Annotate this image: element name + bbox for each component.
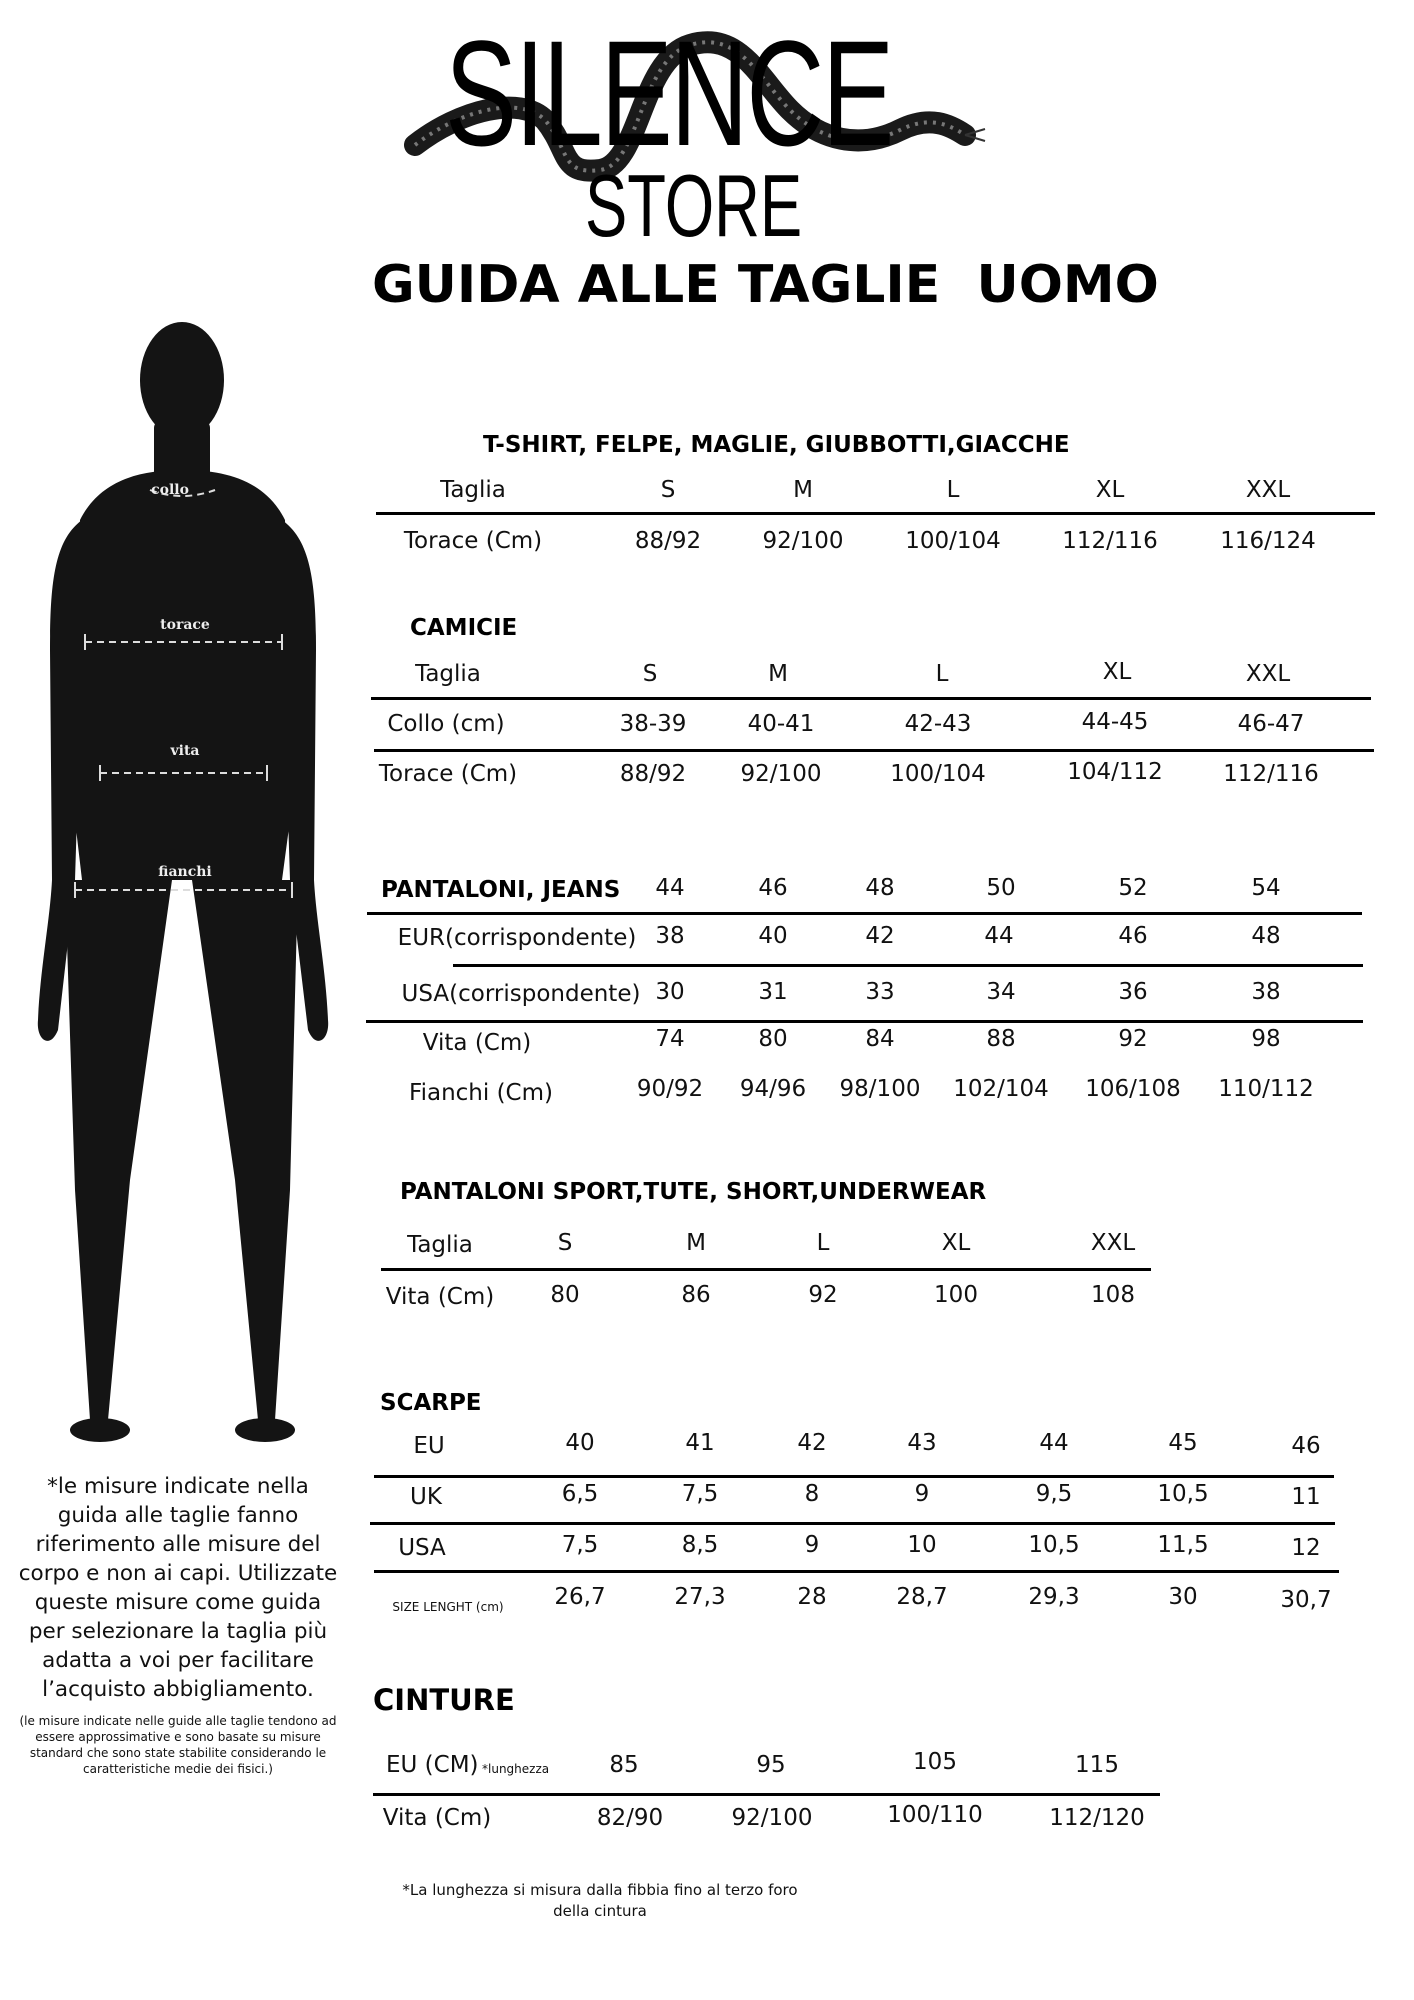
scarpe-row-label: UK bbox=[410, 1484, 442, 1510]
divider bbox=[371, 697, 1371, 700]
camicie-title: CAMICIE bbox=[410, 615, 518, 641]
divider bbox=[367, 912, 1362, 915]
sport-title: PANTALONI SPORT,TUTE, SHORT,UNDERWEAR bbox=[400, 1179, 987, 1205]
sport-cell: 80 bbox=[550, 1282, 580, 1308]
scarpe-cell: 42 bbox=[797, 1430, 827, 1456]
pantaloni-cell: 30 bbox=[655, 979, 685, 1005]
pantaloni-cell: 110/112 bbox=[1218, 1076, 1314, 1102]
tshirt-cell: 100/104 bbox=[905, 528, 1001, 554]
pantaloni-row-label: Fianchi (Cm) bbox=[409, 1080, 553, 1106]
pantaloni-header: 52 bbox=[1118, 875, 1148, 901]
scarpe-cell: 46 bbox=[1291, 1433, 1321, 1459]
scarpe-cell: 10 bbox=[907, 1532, 937, 1558]
cinture-cell: 112/120 bbox=[1049, 1805, 1145, 1831]
scarpe-cell: 11 bbox=[1291, 1484, 1321, 1510]
scarpe-cell: 10,5 bbox=[1028, 1532, 1080, 1558]
size-note-small: (le misure indicate nelle guide alle taglie tendono ad essere approssimative e sono basate su misure standard che sono state stabilite considerando le caratteristiche medie dei fisici.) bbox=[19, 1714, 337, 1776]
scarpe-cell: 9 bbox=[804, 1532, 820, 1558]
tshirt-header-l: L bbox=[946, 477, 960, 503]
page-title: GUIDA ALLE TAGLIE UOMO bbox=[372, 255, 1159, 315]
brand-line2: STORE bbox=[585, 156, 803, 255]
pantaloni-row-label: USA(corrispondente) bbox=[401, 981, 641, 1007]
scarpe-row-label: EU bbox=[413, 1433, 445, 1459]
tshirt-row-label: Torace (Cm) bbox=[403, 528, 543, 554]
camicie-cell: 42-43 bbox=[904, 711, 972, 737]
scarpe-cell: 8 bbox=[804, 1481, 820, 1507]
scarpe-cell: 44 bbox=[1039, 1430, 1069, 1456]
divider bbox=[381, 1268, 1151, 1271]
tshirt-header-m: M bbox=[793, 477, 813, 503]
divider bbox=[373, 1793, 1160, 1796]
scarpe-cell: 28 bbox=[797, 1584, 827, 1610]
pantaloni-cell: 38 bbox=[655, 923, 685, 949]
camicie-cell: 92/100 bbox=[740, 761, 822, 787]
pantaloni-cell: 102/104 bbox=[953, 1076, 1049, 1102]
scarpe-cell: 7,5 bbox=[561, 1532, 599, 1558]
camicie-cell: 46-47 bbox=[1237, 711, 1305, 737]
cinture-cell: 105 bbox=[913, 1749, 957, 1775]
pantaloni-cell: 38 bbox=[1251, 979, 1281, 1005]
camicie-header-m: M bbox=[768, 661, 788, 687]
cinture-cell: 95 bbox=[756, 1752, 786, 1778]
sport-row-label: Vita (Cm) bbox=[385, 1284, 495, 1310]
divider bbox=[366, 1020, 1363, 1023]
sport-header-m: M bbox=[686, 1230, 706, 1256]
scarpe-cell: 11,5 bbox=[1157, 1532, 1209, 1558]
pantaloni-cell: 84 bbox=[865, 1026, 895, 1052]
sport-cell: 92 bbox=[808, 1282, 838, 1308]
camicie-row-label: Collo (cm) bbox=[387, 711, 505, 737]
cinture-row-label: EU (CM) bbox=[386, 1752, 479, 1778]
sport-header-xl: XL bbox=[941, 1230, 971, 1256]
pantaloni-cell: 98 bbox=[1251, 1026, 1281, 1052]
brand-logo bbox=[0, 0, 1414, 260]
sport-header-xxl: XXL bbox=[1090, 1230, 1136, 1256]
camicie-cell: 100/104 bbox=[890, 761, 986, 787]
camicie-cell: 40-41 bbox=[747, 711, 815, 737]
pantaloni-header: 54 bbox=[1251, 875, 1281, 901]
cinture-row-label-note: *lunghezza bbox=[482, 1762, 550, 1776]
divider bbox=[453, 964, 1363, 967]
scarpe-cell: 43 bbox=[907, 1430, 937, 1456]
camicie-header-l: L bbox=[935, 661, 949, 687]
pantaloni-cell: 48 bbox=[1251, 923, 1281, 949]
brand-line1: SILENCE bbox=[445, 9, 893, 177]
scarpe-row-label: SIZE LENGHT (cm) bbox=[392, 1600, 504, 1614]
size-note: *le misure indicate nella guida alle taglie fanno riferimento alle misure del corpo e non ai capi. Utilizzate queste misure come guida per selezionare la taglia più adatta a voi per facilitare l’acquisto abbigliamento. bbox=[18, 1474, 338, 1702]
pantaloni-cell: 94/96 bbox=[739, 1076, 807, 1102]
scarpe-cell: 8,5 bbox=[681, 1532, 719, 1558]
scarpe-row-label: USA bbox=[398, 1535, 446, 1561]
label-fianchi: fianchi bbox=[158, 864, 212, 880]
camicie-header-xl: XL bbox=[1102, 659, 1132, 685]
tshirt-header-s: S bbox=[660, 477, 676, 503]
camicie-cell: 104/112 bbox=[1067, 759, 1163, 785]
camicie-cell: 88/92 bbox=[619, 761, 687, 787]
pantaloni-title: PANTALONI, JEANS bbox=[381, 877, 621, 903]
cinture-cell: 82/90 bbox=[596, 1805, 664, 1831]
scarpe-cell: 28,7 bbox=[896, 1584, 948, 1610]
cinture-cell: 115 bbox=[1075, 1752, 1119, 1778]
pantaloni-cell: 106/108 bbox=[1085, 1076, 1181, 1102]
scarpe-title: SCARPE bbox=[380, 1390, 482, 1416]
camicie-row-label: Torace (Cm) bbox=[378, 761, 518, 787]
pantaloni-header: 44 bbox=[655, 875, 685, 901]
sport-header-label: Taglia bbox=[407, 1232, 473, 1258]
camicie-cell: 44-45 bbox=[1081, 709, 1149, 735]
pantaloni-cell: 46 bbox=[1118, 923, 1148, 949]
cinture-cell: 92/100 bbox=[731, 1805, 813, 1831]
sport-cell: 108 bbox=[1091, 1282, 1135, 1308]
pantaloni-cell: 98/100 bbox=[839, 1076, 921, 1102]
tshirt-title: T-SHIRT, FELPE, MAGLIE, GIUBBOTTI,GIACCHE bbox=[483, 432, 1070, 458]
tshirt-cell: 112/116 bbox=[1062, 528, 1158, 554]
pantaloni-cell: 80 bbox=[758, 1026, 788, 1052]
sport-cell: 86 bbox=[681, 1282, 711, 1308]
scarpe-cell: 27,3 bbox=[674, 1584, 726, 1610]
belt-footnote: *La lunghezza si misura dalla fibbia fino al terzo foro della cintura bbox=[402, 1881, 798, 1920]
tshirt-cell: 88/92 bbox=[634, 528, 702, 554]
label-collo: collo bbox=[151, 482, 189, 498]
pantaloni-cell: 36 bbox=[1118, 979, 1148, 1005]
pantaloni-cell: 34 bbox=[986, 979, 1016, 1005]
sport-cell: 100 bbox=[934, 1282, 978, 1308]
cinture-title: CINTURE bbox=[373, 1683, 515, 1717]
cinture-row-label: Vita (Cm) bbox=[382, 1805, 492, 1831]
tshirt-cell: 92/100 bbox=[762, 528, 844, 554]
label-vita: vita bbox=[170, 743, 200, 759]
tshirt-cell: 116/124 bbox=[1220, 528, 1316, 554]
label-torace: torace bbox=[160, 617, 210, 633]
pantaloni-cell: 90/92 bbox=[636, 1076, 704, 1102]
divider bbox=[374, 1475, 1334, 1478]
divider bbox=[376, 512, 1375, 515]
scarpe-cell: 10,5 bbox=[1157, 1481, 1209, 1507]
sport-header-s: S bbox=[557, 1230, 573, 1256]
camicie-header-label: Taglia bbox=[415, 661, 481, 687]
scarpe-cell: 41 bbox=[685, 1430, 715, 1456]
scarpe-cell: 6,5 bbox=[561, 1481, 599, 1507]
pantaloni-header: 48 bbox=[865, 875, 895, 901]
scarpe-cell: 45 bbox=[1168, 1430, 1198, 1456]
tshirt-header-xxl: XXL bbox=[1245, 477, 1291, 503]
pantaloni-cell: 92 bbox=[1118, 1026, 1148, 1052]
camicie-cell: 38-39 bbox=[619, 711, 687, 737]
scarpe-cell: 9 bbox=[914, 1481, 930, 1507]
pantaloni-cell: 74 bbox=[655, 1026, 685, 1052]
camicie-header-s: S bbox=[642, 661, 658, 687]
cinture-cell: 100/110 bbox=[887, 1802, 983, 1828]
cinture-cell: 85 bbox=[609, 1752, 639, 1778]
scarpe-cell: 29,3 bbox=[1028, 1584, 1080, 1610]
pantaloni-cell: 40 bbox=[758, 923, 788, 949]
sport-header-l: L bbox=[816, 1230, 830, 1256]
divider bbox=[370, 1522, 1335, 1525]
pantaloni-cell: 31 bbox=[758, 979, 788, 1005]
scarpe-cell: 30 bbox=[1168, 1584, 1198, 1610]
pantaloni-cell: 88 bbox=[986, 1026, 1016, 1052]
pantaloni-cell: 42 bbox=[865, 923, 895, 949]
pantaloni-cell: 44 bbox=[984, 923, 1014, 949]
divider bbox=[374, 1570, 1339, 1573]
camicie-cell: 112/116 bbox=[1223, 761, 1319, 787]
tshirt-header-label: Taglia bbox=[440, 477, 506, 503]
scarpe-cell: 30,7 bbox=[1280, 1587, 1332, 1613]
scarpe-cell: 40 bbox=[565, 1430, 595, 1456]
tshirt-header-xl: XL bbox=[1095, 477, 1125, 503]
divider bbox=[374, 749, 1374, 752]
camicie-header-xxl: XXL bbox=[1245, 661, 1291, 687]
scarpe-cell: 9,5 bbox=[1035, 1481, 1073, 1507]
scarpe-cell: 12 bbox=[1291, 1535, 1321, 1561]
pantaloni-cell: 33 bbox=[865, 979, 895, 1005]
pantaloni-row-label: EUR(corrispondente) bbox=[397, 925, 637, 951]
scarpe-cell: 26,7 bbox=[554, 1584, 606, 1610]
pantaloni-row-label: Vita (Cm) bbox=[422, 1030, 532, 1056]
pantaloni-header: 50 bbox=[986, 875, 1016, 901]
scarpe-cell: 7,5 bbox=[681, 1481, 719, 1507]
pantaloni-header: 46 bbox=[758, 875, 788, 901]
